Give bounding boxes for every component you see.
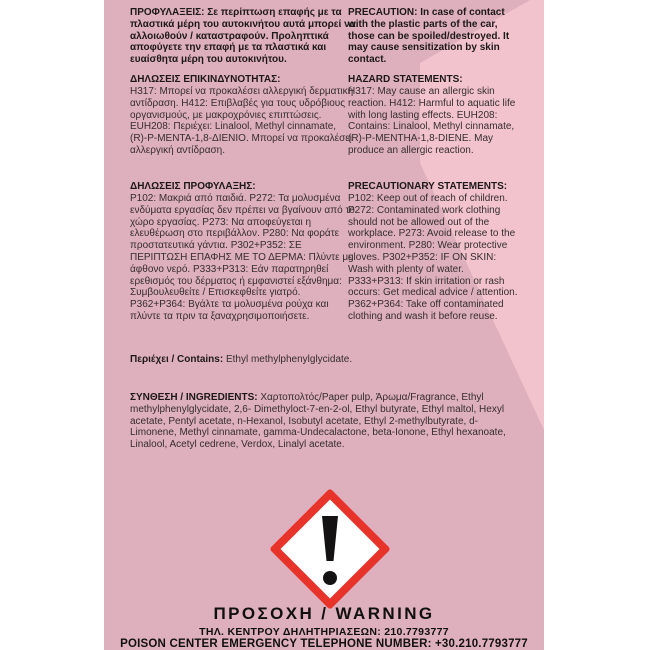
ingredients-label: ΣΥΝΘΕΣΗ / INGREDIENTS: [130, 392, 258, 403]
english-precautionary-heading: PRECAUTIONARY STATEMENTS: [348, 181, 508, 192]
contains-label: Περιέχει / Contains: [130, 354, 224, 365]
ingredients-value: Χαρτοπολτός/Paper pulp, Άρωμα/Fragrance, Ethyl methylphenylglycidate, 2,6- Dimethyloct-7-en-2-ol, Ethyl butyrate, Ethyl maltol, Hexyl acetate, Pentyl acetate, n-Hexanol, Isobutyl acetate, Ethyl 2-methylbutyrate, d-Limonene, Methyl cinnamate, gamma-Undecalactone, beta-Ionone, Ethyl hexanoate, Linalool, Acetyl cedrene, Verdox, Linalyl acetate. [130, 392, 506, 451]
greek-hazard-heading: ΔΗΛΩΣΕΙΣ ΕΠΙΚΙΝΔΥΝΟΤΗΤΑΣ: [130, 74, 281, 85]
contains-value: Ethyl methylphenylglycidate. [223, 354, 353, 365]
exclamation-mark-icon [310, 514, 350, 588]
greek-precaution-paragraph: ΠΡΟΦΥΛΑΞΕΙΣ: Σε περίπτωση επαφής με τα πλαστικά μέρη του αυτοκινήτου αυτά μπορεί να αλλοιωθούν / καταστραφούν. Προληπτικά αποφύγετε την επαφή με τα πλαστικά και ευαίσθητα μέρη του αυτοκινήτου. [130, 7, 356, 66]
english-precautionary-text: P102: Keep out of reach of children. P272: Contaminated work clothing should not be allowed out of the workplace. P273: Avoid release to the environment. P280: Wear protective gloves. P302+P352: IF ON SKIN: Wash with plenty of water. P333+P313: If skin irritation or rash occurs: Get medical advice / attention. P362+P364: Take off contaminated clothing and wash it before reuse. [348, 193, 518, 322]
label-background [104, 0, 544, 650]
english-precaution-paragraph: PRECAUTION: In case of contact with the plastic parts of the car, those can be spoiled/destroyed. It may cause sensitization by skin contact. [348, 7, 510, 66]
greek-precautionary-text: P102: Μακριά από παιδιά. P272: Τα μολυσμένα ενδύματα εργασίας δεν πρέπει να βγαίνουν από το χώρο εργασίας. P273: Να αποφεύγεται η ελευθέρωση στο περιβάλλον. P280: Να φοράτε προστατευτικά γάντια. P302+P352: ΣΕ ΠΕΡΙΠΤΩΣΗ ΕΠΑΦΗΣ ΜΕ ΤΟ ΔΕΡΜΑ: Πλύντε με άφθονο νερό. P333+P313: Εάν παρατηρηθεί ερεθισμός του δέρματος ή εμφανιστεί εξάνθημα: Συμβουλευθείτε / Επισκεφθείτε γιατρό. P362+P364: Βγάλτε τα μολυσμένα ρούχα και πλύντε τα πριν τα ξαναχρησιμοποιήσετε. [130, 193, 355, 322]
poison-center-phone-english: POISON CENTER EMERGENCY TELEPHONE NUMBER: +30.210.7793777 [120, 638, 528, 650]
english-hazard-text: H317: May cause an allergic skin reaction. H412: Harmful to aquatic life with long lasting effects. EUH208: Contains: Linalool, Methyl cinnamate, (R)-P-MENTHA-1,8-DIENE. May produce an allergic reaction. [348, 86, 516, 156]
english-hazard-heading: HAZARD STATEMENTS: [348, 74, 463, 85]
greek-precautionary-heading: ΔΗΛΩΣΕΙΣ ΠΡΟΦΥΛΑΞΗΣ: [130, 181, 256, 192]
poison-center-phone-greek: ΤΗΛ. ΚΕΝΤΡΟΥ ΔΗΛΗΤΗΡΙΑΣΕΩΝ: 210.7793777 [199, 626, 449, 638]
signal-word: ΠΡΟΣΟΧΗ / WARNING [213, 604, 435, 623]
contains-line [130, 354, 512, 366]
greek-hazard-text: Η317: Μπορεί να προκαλέσει αλλεργική δερματική αντίδραση. Η412: Επιβλαβές για τους υδρόβιους οργανισμούς, με μακροχρόνιες επιπτώσεις. EUH208: Περιέχει: Linalool, Methyl cinnamate, (R)-P-MENTA-1,8-ΔΙΕΝΙΟ. Μπορεί να προκαλέσει αλλεργική αντίδραση. [130, 86, 354, 156]
ingredients-paragraph [130, 392, 514, 451]
